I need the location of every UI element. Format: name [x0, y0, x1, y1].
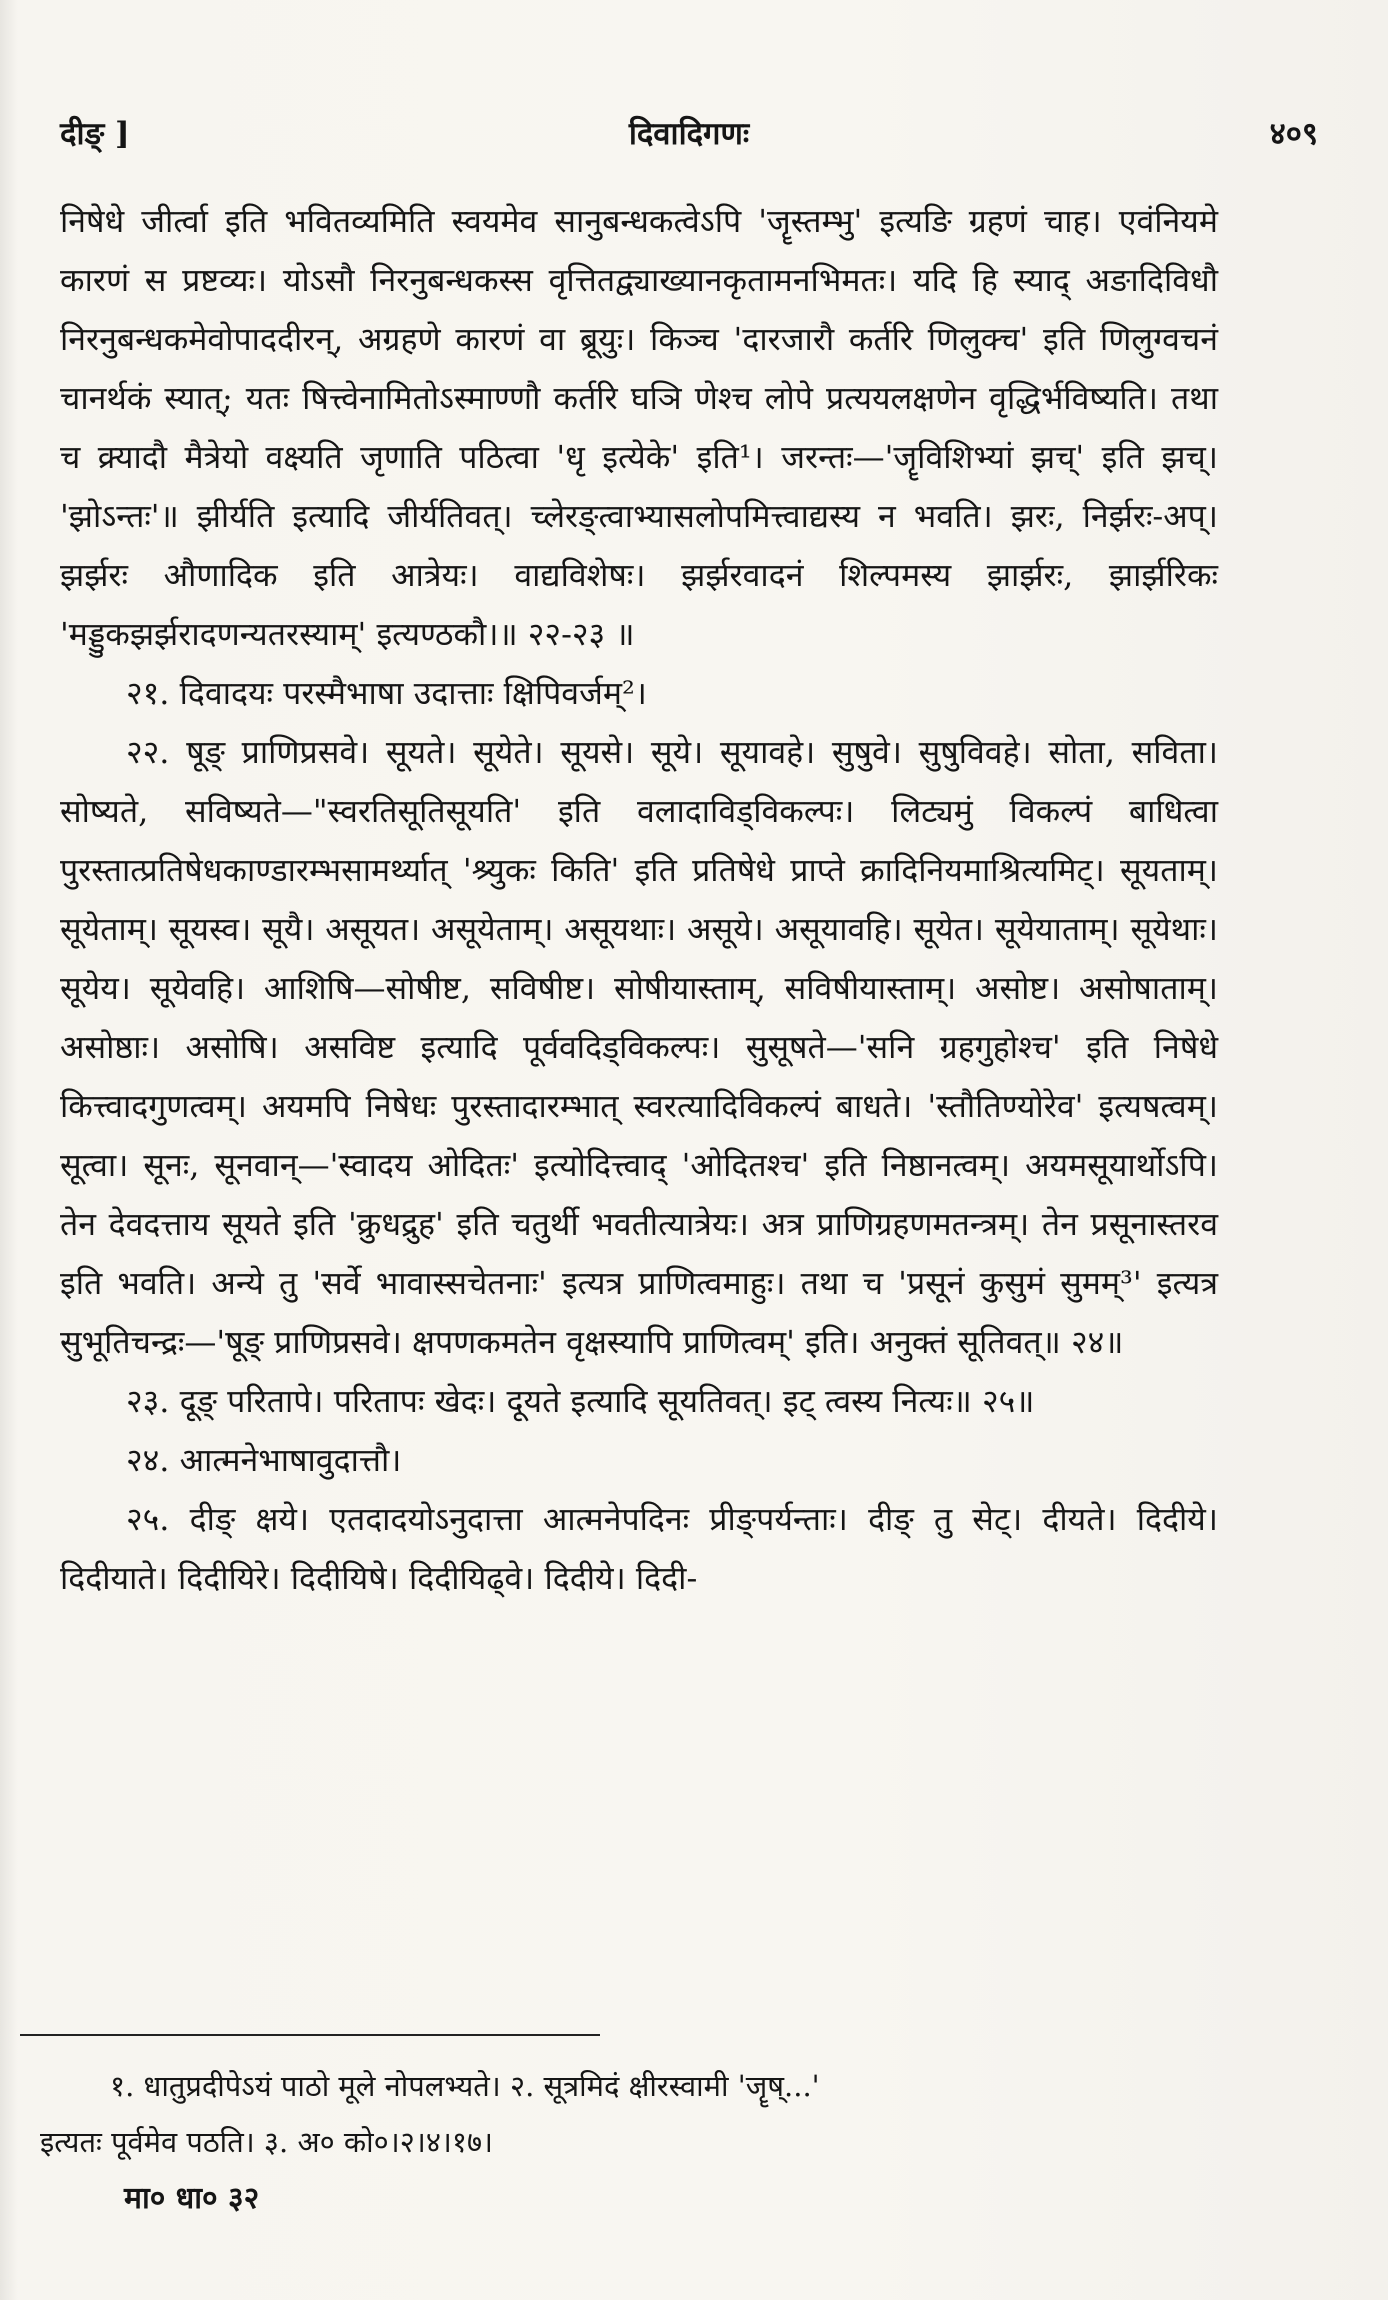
header-root-label: दीङ् ] [60, 116, 130, 152]
paragraph-3: २२. षूङ् प्राणिप्रसवे। सूयते। सूयेते। सूयसे। सूये। सूयावहे। सुषुवे। सुषुविवहे। सोता, सविता। सोष्यते, सविष्यते—"स्वरतिसूतिसूयति' इति वलादाविड्विकल्पः। लिट्यमुं विकल्पं बाधित्वा पुरस्तात्प्रतिषेधकाण्डारम्भसामर्थ्यात् 'श्र्युकः किति' इति प्रतिषेधे प्राप्ते क्रादिनियमाश्रित्यमिट्। सूयताम्। सूयेताम्। सूयस्व। सूयै। असूयत। असूयेताम्। असूयथाः। असूये। असूयावहि। सूयेत। सूयेयाताम्। सूयेथाः। सूयेय। सूयेवहि। आशिषि—सोषीष्ट, सविषीष्ट। सोषीयास्ताम्, सविषीयास्ताम्। असोष्ट। असोषाताम्। असोष्ठाः। असोषि। असविष्ट इत्यादि पूर्ववदिड्विकल्पः। सुसूषते—'सनि ग्रहगुहोश्च' इति निषेधे कित्त्वादगुणत्वम्। अयमपि निषेधः पुरस्तादारम्भात् स्वरत्यादिविकल्पं बाधते। 'स्तौतिण्योरेव' इत्यषत्वम्। सूत्वा। सूनः, सूनवान्—'स्वादय ओदितः' इत्योदित्त्वाद् 'ओदितश्च' इति निष्ठानत्वम्। अयमसूयार्थोऽपि। तेन देवदत्ताय सूयते इति 'क्रुधद्रुह' इति चतुर्थी भवतीत्यात्रेयः। अत्र प्राणिग्रहणमतन्त्रम्। तेन प्रसूनास्तरव इति भवति। अन्ये तु 'सर्वे भावास्सचेतनाः' इत्यत्र प्राणित्वमाहुः। तथा च 'प्रसूनं कुसुमं सुमम्³' इत्यत्र सुभूतिचन्द्रः—'षूङ् प्राणिप्रसवे। क्षपणकमतेन वृक्षस्यापि प्राणित्वम्' इति। अनुक्तं सूतिवत्॥ २४॥ [60, 733, 1218, 1361]
footnote-line-2: इत्यतः पूर्वमेव पठति। ३. अ० को०।२।४।१७। [40, 2125, 494, 2159]
footnotes [40, 2058, 1220, 2170]
paragraph-6: २५. दीङ् क्षये। एतदादयोऽनुदात्ता आत्मनेपदिनः प्रीङ्पर्यन्ताः। दीङ् तु सेट्। दीयते। दिदीये। दिदीयाते। दिदीयिरे। दिदीयिषे। दिदीयिढ्वे। दिदीये। दिदी- [60, 1500, 1218, 1597]
main-text [60, 192, 1218, 1608]
paragraph-4: २३. दूङ् परितापे। परितापः खेदः। दूयते इत्यादि सूयतिवत्। इट् त्वस्य नित्यः॥ २५॥ [126, 1382, 1035, 1420]
signature-mark: मा० धा० ३२ [124, 2181, 260, 2216]
running-header [60, 112, 1318, 162]
header-title: दिवादिगणः [628, 116, 750, 152]
paragraph-2: २१. दिवादयः परस्मैभाषा उदात्ताः क्षिपिवर्जम्²। [126, 674, 647, 712]
footnote-divider [20, 2034, 600, 2036]
footnote-line-1: १. धातुप्रदीपेऽयं पाठो मूले नोपलभ्यते। २. सूत्रमिदं क्षीरस्वामी 'जॄष्...' [110, 2069, 820, 2103]
page-number: ४०९ [1269, 116, 1318, 152]
paragraph-1: निषेधे जीर्त्वा इति भवितव्यमिति स्वयमेव सानुबन्धकत्वेऽपि 'जॄस्तम्भु' इत्यङि ग्रहणं चाह। एवंनियमे कारणं स प्रष्टव्यः। योऽसौ निरनुबन्धकस्स वृत्तितद्व्याख्यानकृतामनभिमतः। यदि हि स्याद् अङादिविधौ निरनुबन्धकमेवोपाददीरन्, अग्रहणे कारणं वा ब्रूयुः। किञ्च 'दारजारौ कर्तरि णिलुक्च' इति णिलुग्वचनं चानर्थकं स्यात्; यतः षित्त्वेनामितोऽस्माण्णौ कर्तरि घञि णेश्च लोपे प्रत्ययलक्षणेन वृद्धिर्भविष्यति। तथा च क्र्यादौ मैत्रेयो वक्ष्यति जृणाति पठित्वा 'धृ इत्येके' इति¹। जरन्तः—'जॄविशिभ्यां झच्' इति झच्। 'झोऽन्तः'॥ झीर्यति इत्यादि जीर्यतिवत्। च्लेरङ्त्वाभ्यासलोपमित्त्वाद्यस्य न भवति। झरः, निर्झरः-अप्। झर्झरः औणादिक इति आत्रेयः। वाद्यविशेषः। झर्झरवादनं शिल्पमस्य झार्झरः, झार्झरिकः 'मड्डुकझर्झरादणन्यतरस्याम्' इत्यण्ठकौ।॥ २२-२३ ॥ [60, 202, 1218, 653]
paragraph-5: २४. आत्मनेभाषावुदात्तौ। [126, 1441, 402, 1479]
